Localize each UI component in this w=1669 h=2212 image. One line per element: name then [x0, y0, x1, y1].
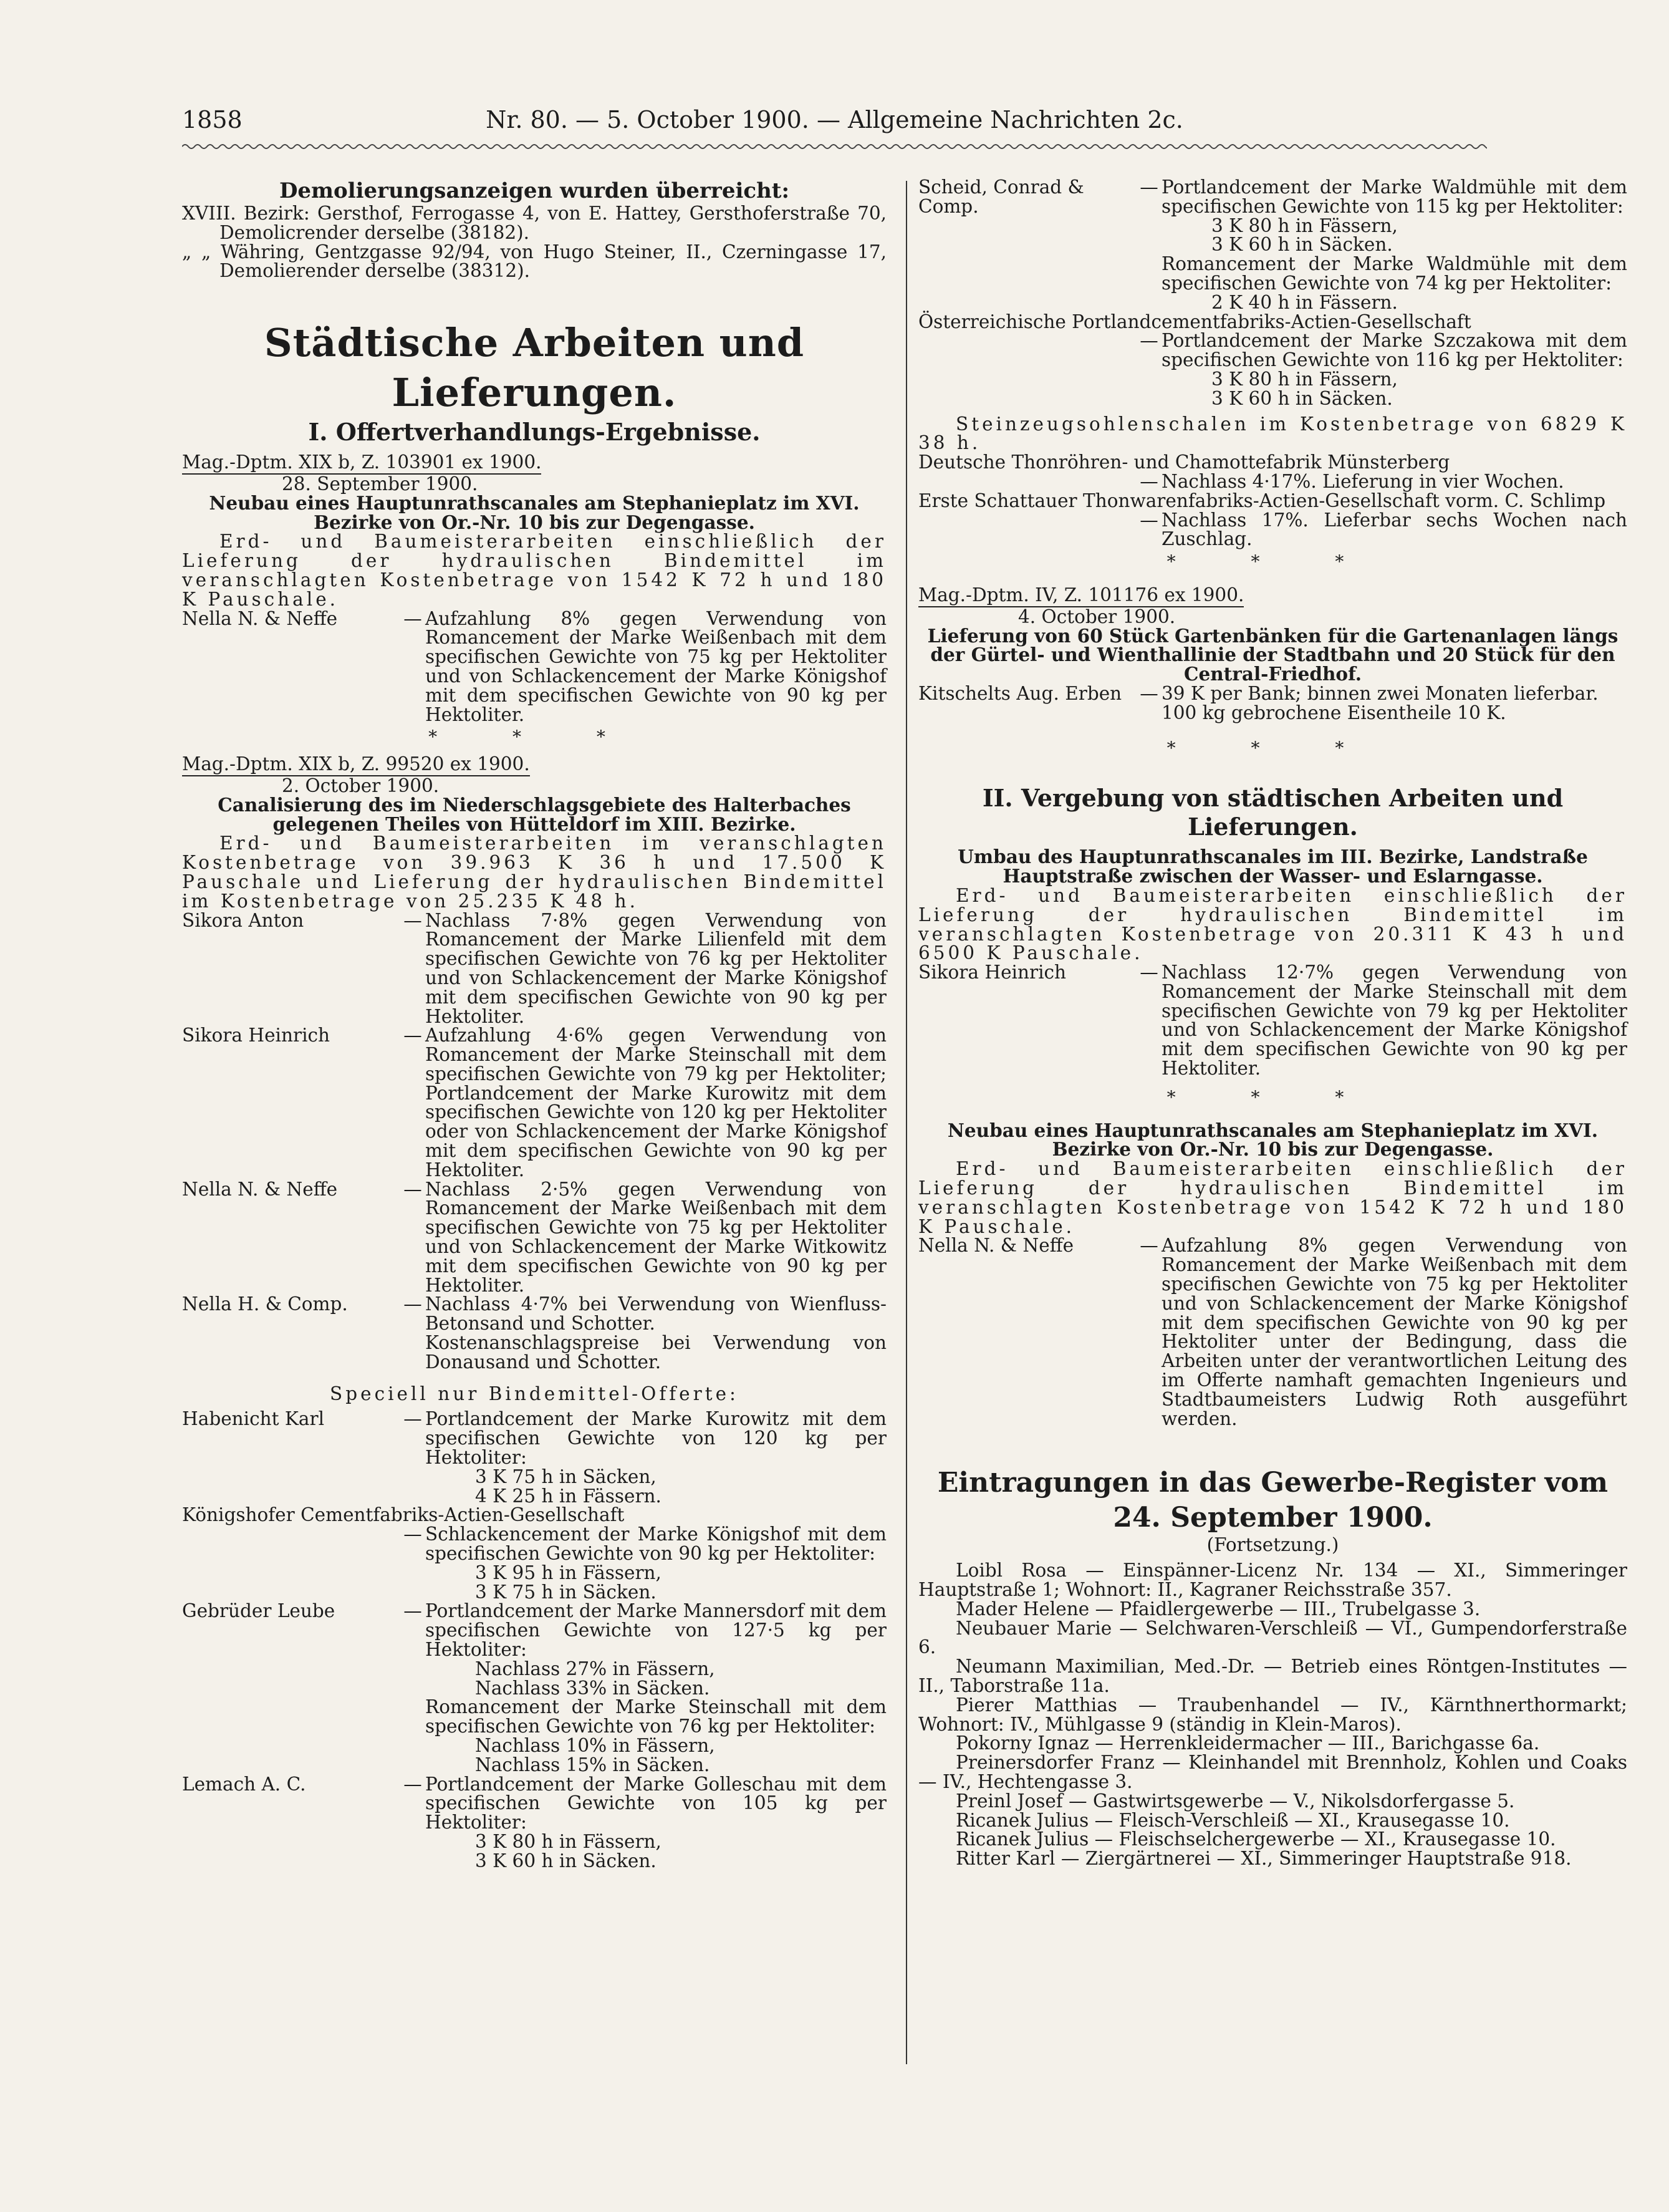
register-list	[918, 1561, 1627, 1868]
notice-date: 2. October 1900.	[282, 775, 440, 796]
notice-title: Neubau eines Hauptunrathscanales am Stephanieplatz im XVI. Bezirke von Or.-Nr. 10 bis zur Degengasse.	[947, 1119, 1599, 1161]
offer-text: Portlandcement der Marke Kurowitz mit dem specifischen Gewichte von 120 kg per Hektoliter:	[425, 1408, 887, 1469]
bidder-name: Lemach A. C.	[182, 1773, 306, 1795]
notice-date: 4. October 1900.	[1018, 606, 1176, 627]
offer-text: Schlackencement der Marke Königshof mit dem specifischen Gewichte von 90 kg per Hektoliter:	[425, 1524, 887, 1565]
bid-row: Nella N. & Neffe — Aufzahlung 8% gegen Verwendung von Romancement der Marke Weißenbach mit dem specifischen Gewichte von 75 kg per Hektoliter und von Schlackencement der Marke Königshof mit dem specifischen Gewichte von 90 kg per Hektoliter unter der Bedingung, dass die Arbeiten unter der verantwortlichen Leitung des im Offerte namhaft gemachten Ingenieurs und Stadtbaumeisters Ludwig Roth ausgeführt werden.	[918, 1235, 1627, 1429]
bid-text: 100 kg gebrochene Eisentheile 10 K.	[1162, 702, 1506, 723]
page-number: 1858	[182, 106, 243, 133]
offer-text: Romancement der Marke Steinschall mit dem specifischen Gewichte von 76 kg per Hektoliter:	[425, 1696, 887, 1737]
offer-price: 4 K 25 h in Fässern.	[475, 1485, 661, 1507]
bid-text: Nachlass 7·8% gegen Verwendung von Romancement der Marke Lilienfeld mit dem specifischen Gewichte von 76 kg per Hektoliter und von Schlackencement der Marke Königshof mit dem specifischen Gewichte von 90 kg per Hektoliter.	[425, 909, 887, 1027]
register-entry: Ricanek Julius — Fleischselchergewerbe — XI., Krausegasse 10.	[956, 1828, 1556, 1850]
offer-price: 3 K 75 h in Säcken,	[475, 1466, 657, 1487]
offer-text: Portlandcement der Marke Mannersdorf mit dem specifischen Gewichte von 127·5 kg per Hektoliter:	[425, 1600, 887, 1660]
offer-price: 2 K 40 h in Fässern.	[1211, 291, 1398, 313]
section-main-title: Städtische Arbeiten und Lieferungen.	[264, 320, 805, 416]
offer-row: — Portlandcement der Marke Szczakowa mit dem specifischen Gewichte von 116 kg per Hektoliter:	[1140, 330, 1627, 371]
bid-text: Nachlass 4·17%. Lieferung in vier Wochen.	[1162, 470, 1564, 492]
bidder-name: Nella N. & Neffe	[182, 1178, 338, 1200]
notice-title: Umbau des Hauptunrathscanales im III. Bezirke, Landstraße Hauptstraße zwischen der Wasser- und Eslarngasse.	[958, 846, 1588, 887]
offer-price: Nachlass 33% in Säcken.	[475, 1677, 710, 1699]
demolition-heading: Demolierungsanzeigen wurden überreicht:	[279, 178, 790, 203]
column-divider	[906, 181, 907, 2064]
offer-price: 3 K 95 h in Fässern,	[475, 1562, 661, 1583]
offer-text: Portlandcement der Marke Szczakowa mit dem specifischen Gewichte von 116 kg per Hektoliter:	[1162, 330, 1627, 371]
bidder-name: Nella N. & Neffe	[182, 607, 338, 629]
bid-row: Nella N. & Neffe — Nachlass 2·5% gegen Verwendung von Romancement der Marke Weißenbach mit dem specifischen Gewichte von 75 kg per Hektoliter und von Schlackencement der Marke Witkowitz mit dem specifischen Gewichte von 90 kg per Hektoliter.	[182, 1178, 887, 1296]
department-reference: Mag.-Dptm. IV, Z. 101176 ex 1900.	[918, 586, 1244, 607]
bid-text: Kostenanschlagspreise bei Verwendung von Donausand und Schotter.	[425, 1332, 887, 1373]
bid-text: Nachlass 12·7% gegen Verwendung von Romancement der Marke Steinschall mit dem specifischen Gewichte von 79 kg per Hektoliter und von Schlackencement der Marke Königshof mit dem specifischen Gewichte von 90 kg per Hektoliter.	[1162, 962, 1627, 1079]
register-entry: Pokorny Ignaz — Herrenkleidermacher — III., Barichgasse 6a.	[956, 1732, 1540, 1754]
bid-row: — Nachlass 17%. Lieferbar sechs Wochen nach Zuschlag.	[1140, 509, 1627, 550]
page-header	[182, 100, 1487, 143]
register-entry: Ricanek Julius — Fleisch-Verschleiß — XI., Krausegasse 10.	[956, 1809, 1510, 1831]
demolition-entry: XVIII. Bezirk: Gersthof, Ferrogasse 4, von E. Hattey, Gersthoferstraße 70, Demolicrender derselbe (38182).	[182, 203, 887, 243]
demolition-entry: „ „ Währing, Gentzgasse 92/94, von Hugo Steiner, II., Czerningasse 17, Demolierender derselbe (38312).	[182, 241, 887, 282]
offer-price: 3 K 80 h in Fässern,	[1211, 368, 1398, 390]
bid-row: Sikora Anton — Nachlass 7·8% gegen Verwendung von Romancement der Marke Lilienfeld mit dem specifischen Gewichte von 76 kg per Hektoliter und von Schlackencement der Marke Königshof mit dem specifischen Gewichte von 90 kg per Hektoliter.	[182, 909, 887, 1027]
bidder-name: Sikora Heinrich	[918, 962, 1067, 983]
offer-text: Portlandcement der Marke Golleschau mit dem specifischen Gewichte von 105 kg per Hektoliter:	[425, 1773, 887, 1833]
offer-price: 3 K 75 h in Säcken.	[475, 1581, 657, 1603]
notice-title: Neubau eines Hauptunrathscanales am Stephanieplatz im XVI. Bezirke von Or.-Nr. 10 bis zur Degengasse.	[209, 491, 860, 533]
notice-description: Erd- und Baumeisterarbeiten im veranschlagten Kostenbetrage von 39.963 K 36 h und 17.500 K Pauschale und Lieferung der hydraulischen Bindemittel im Kostenbetrage von 25.235 K 48 h.	[182, 833, 887, 912]
bidder-name: Gebrüder Leube	[182, 1600, 335, 1622]
register-entry: Neumann Maximilian, Med.-Dr. — Betrieb eines Röntgen-Institutes — II., Taborstraße 11a.	[918, 1656, 1627, 1696]
section-subtitle: I. Offertverhandlungs-Ergebnisse.	[308, 418, 761, 447]
section-subtitle: II. Vergebung von städtischen Arbeiten und Lieferungen.	[982, 784, 1564, 841]
bid-text: 39 K per Bank; binnen zwei Monaten lieferbar.	[1162, 682, 1599, 704]
bidder-name: Sikora Anton	[182, 909, 304, 931]
department-reference: Mag.-Dptm. XIX b, Z. 99520 ex 1900.	[182, 755, 530, 776]
right-column	[918, 178, 1627, 1868]
bidder-name: Erste Schattauer Thonwarenfabriks-Actien-Gesellschaft vorm. C. Schlimp	[918, 490, 1606, 511]
bidder-name: Kitschelts Aug. Erben	[918, 682, 1122, 704]
department-reference: Mag.-Dptm. XIX b, Z. 103901 ex 1900.	[182, 453, 541, 475]
offer-price: Nachlass 10% in Fässern,	[475, 1734, 715, 1756]
offer-price: 3 K 60 h in Säcken.	[1211, 234, 1393, 256]
section-separator-stars: * * *	[1166, 737, 1379, 758]
register-entry: Preinersdorfer Franz — Kleinhandel mit Brennholz, Kohlen und Coaks — IV., Hechtengasse 3.	[918, 1752, 1627, 1792]
offer-row: Habenicht Karl — Portlandcement der Marke Kurowitz mit dem specifischen Gewichte von 120 kg per Hektoliter:	[182, 1408, 887, 1469]
bid-text: Aufzahlung 8% gegen Verwendung von Romancement der Marke Weißenbach mit dem specifischen Gewichte von 75 kg per Hektoliter und von Schlackencement der Marke Königshof mit dem specifischen Gewichte von 90 kg per Hektoliter.	[425, 607, 887, 725]
bidder-name: Nella N. & Neffe	[918, 1235, 1074, 1257]
notice-description: Erd- und Baumeisterarbeiten einschließlich der Lieferung der hydraulischen Bindemittel im veranschlagten Kostenbetrage von 1542 K 72 h und 180 K Pauschale.	[918, 1158, 1627, 1237]
offer-price: Nachlass 15% in Säcken.	[475, 1754, 710, 1775]
lot-heading: Steinzeugsohlenschalen im Kostenbetrage von 6829 K 38 h.	[918, 413, 1627, 454]
bid-row: Nella N. & Neffe — Aufzahlung 8% gegen Verwendung von Romancement der Marke Weißenbach mit dem specifischen Gewichte von 75 kg per Hektoliter und von Schlackencement der Marke Königshof mit dem specifischen Gewichte von 90 kg per Hektoliter.	[182, 607, 887, 725]
register-heading: Eintragungen in das Gewerbe-Register vom 24. September 1900.	[937, 1467, 1609, 1534]
register-entry: Preinl Josef — Gastwirtsgewerbe — V., Nikolsdorfergasse 5.	[956, 1790, 1515, 1812]
register-entry: Neubauer Marie — Selchwaren-Verschleiß — VI., Gumpendorferstraße 6.	[918, 1617, 1627, 1658]
notice-description: Erd- und Baumeisterarbeiten einschließlich der Lieferung der hydraulischen Bindemittel im veranschlagten Kostenbetrage von 1542 K 72 h und 180 K Pauschale.	[182, 531, 887, 610]
offer-price: Nachlass 27% in Fässern,	[475, 1658, 715, 1679]
bid-row: Sikora Heinrich — Aufzahlung 4·6% gegen Verwendung von Romancement der Marke Steinschall mit dem specifischen Gewichte von 79 kg per Hektoliter; Portlandcement der Marke Kurowitz mit dem specifischen Gewichte von 120 kg per Hektoliter oder von Schlackencement der Marke Königshof mit dem specifischen Gewichte von 90 kg per Hektoliter.	[182, 1025, 887, 1181]
offer-row: Gebrüder Leube — Portlandcement der Marke Mannersdorf mit dem specifischen Gewichte von 127·5 kg per Hektoliter:	[182, 1600, 887, 1660]
section-separator-stars: * * *	[428, 727, 640, 748]
offer-price: 3 K 60 h in Säcken.	[1211, 387, 1393, 409]
offer-text: Portlandcement der Marke Waldmühle mit dem specifischen Gewichte von 115 kg per Hektoliter:	[1162, 176, 1627, 217]
notice-title: Lieferung von 60 Stück Gartenbänken für die Gartenanlagen längs der Gürtel- und Wienthallinie der Stadtbahn und 20 Stück für den Central-Friedhof.	[927, 624, 1618, 685]
register-entry: Mader Helene — Pfaidlergewerbe — III., Trubelgasse 3.	[956, 1598, 1481, 1620]
offer-price: 3 K 60 h in Säcken.	[475, 1850, 657, 1872]
bid-row: Kitschelts Aug. Erben — 39 K per Bank; binnen zwei Monaten lieferbar.	[918, 684, 1627, 703]
offer-row: Lemach A. C. — Portlandcement der Marke Golleschau mit dem specifischen Gewichte von 105 kg per Hektoliter:	[182, 1773, 887, 1833]
bid-row: — Nachlass 4·17%. Lieferung in vier Wochen.	[918, 472, 1627, 491]
register-entry: Pierer Matthias — Traubenhandel — IV., Kärnthnerthormarkt; Wohnort: IV., Mühlgasse 9 (ständig in Klein-Maros).	[918, 1694, 1627, 1735]
header-title: Nr. 80. — 5. October 1900. — Allgemeine Nachrichten 2c.	[486, 106, 1183, 133]
register-entry: Ritter Karl — Ziergärtnerei — XI., Simmeringer Hauptstraße 918.	[956, 1848, 1572, 1870]
section-separator-stars: * * *	[1166, 1086, 1379, 1108]
bid-text: Nachlass 2·5% gegen Verwendung von Romancement der Marke Weißenbach mit dem specifischen Gewichte von 75 kg per Hektoliter und von Schlackencement der Marke Witkowitz mit dem specifischen Gewichte von 90 kg per Hektoliter.	[425, 1178, 887, 1296]
bid-text: Aufzahlung 8% gegen Verwendung von Romancement der Marke Weißenbach mit dem specifischen Gewichte von 75 kg per Hektoliter und von Schlackencement der Marke Königshof mit dem specifischen Gewichte von 90 kg per Hektoliter unter der Bedingung, dass die Arbeiten unter der verantwortlichen Leitung des im Offerte namhaft gemachten Ingenieurs und Stadtbaumeisters Ludwig Roth ausgeführt werden.	[1162, 1235, 1627, 1429]
bidder-name: Deutsche Thonröhren- und Chamottefabrik Münsterberg	[918, 452, 1450, 473]
header-wavy-rule	[182, 142, 1487, 151]
bidder-name: Österreichische Portlandcementfabriks-Actien-Gesellschaft	[918, 311, 1471, 332]
offer-row: — Schlackencement der Marke Königshof mit dem specifischen Gewichte von 90 kg per Hektoliter:	[403, 1524, 887, 1565]
bidder-name: Habenicht Karl	[182, 1408, 325, 1430]
bid-text: Nachlass 17%. Lieferbar sechs Wochen nach Zuschlag.	[1162, 509, 1627, 550]
bidder-name: Sikora Heinrich	[182, 1025, 330, 1046]
section-separator-stars: * * *	[1166, 551, 1379, 572]
notice-description: Erd- und Baumeisterarbeiten einschließlich der Lieferung der hydraulischen Bindemittel im veranschlagten Kostenbetrage von 20.311 K 43 h und 6500 K Pauschale.	[918, 884, 1627, 964]
notice-title: Canalisierung des im Niederschlagsgebiete des Halterbaches gelegenen Theiles von Hütteldorf im XIII. Bezirke.	[218, 793, 851, 835]
bidder-name: Königshofer Cementfabriks-Actien-Gesellschaft	[182, 1504, 625, 1526]
offer-text: Romancement der Marke Waldmühle mit dem specifischen Gewichte von 74 kg per Hektoliter:	[1162, 253, 1627, 294]
bid-text: Nachlass 4·7% bei Verwendung von Wienfluss-Betonsand und Schotter.	[425, 1293, 887, 1335]
bid-row: Sikora Heinrich — Nachlass 12·7% gegen Verwendung von Romancement der Marke Steinschall mit dem specifischen Gewichte von 79 kg per Hektoliter und von Schlackencement der Marke Königshof mit dem specifischen Gewichte von 90 kg per Hektoliter.	[918, 962, 1627, 1079]
bidder-name: Scheid, Conrad & Comp.	[918, 176, 1084, 217]
binder-offers-heading: Speciell nur Bindemittel-Offerte:	[330, 1383, 739, 1404]
offer-price: 3 K 80 h in Fässern,	[475, 1830, 661, 1852]
register-entry: Loibl Rosa — Einspänner-Licenz Nr. 134 — XI., Simmeringer Hauptstraße 1; Wohnort: II., Kagraner Reichsstraße 357.	[918, 1560, 1627, 1601]
bid-text: Aufzahlung 4·6% gegen Verwendung von Romancement der Marke Steinschall mit dem specifischen Gewichte von 79 kg per Hektoliter; Portlandcement der Marke Kurowitz mit dem specifischen Gewichte von 120 kg per Hektoliter oder von Schlackencement der Marke Königshof mit dem specifischen Gewichte von 90 kg per Hektoliter.	[425, 1025, 887, 1181]
bidder-name: Nella H. & Comp.	[182, 1293, 348, 1315]
bid-row: Nella H. & Comp. — Nachlass 4·7% bei Verwendung von Wienfluss-Betonsand und Schotter.	[182, 1293, 887, 1335]
offer-price: 3 K 80 h in Fässern,	[1211, 215, 1398, 236]
notice-date: 28. September 1900.	[282, 473, 478, 495]
offer-row: Scheid, Conrad & Comp. — Portlandcement der Marke Waldmühle mit dem specifischen Gewichte von 115 kg per Hektoliter:	[918, 176, 1627, 217]
left-column	[182, 178, 887, 1871]
register-continuation: (Fortsetzung.)	[1206, 1534, 1339, 1556]
